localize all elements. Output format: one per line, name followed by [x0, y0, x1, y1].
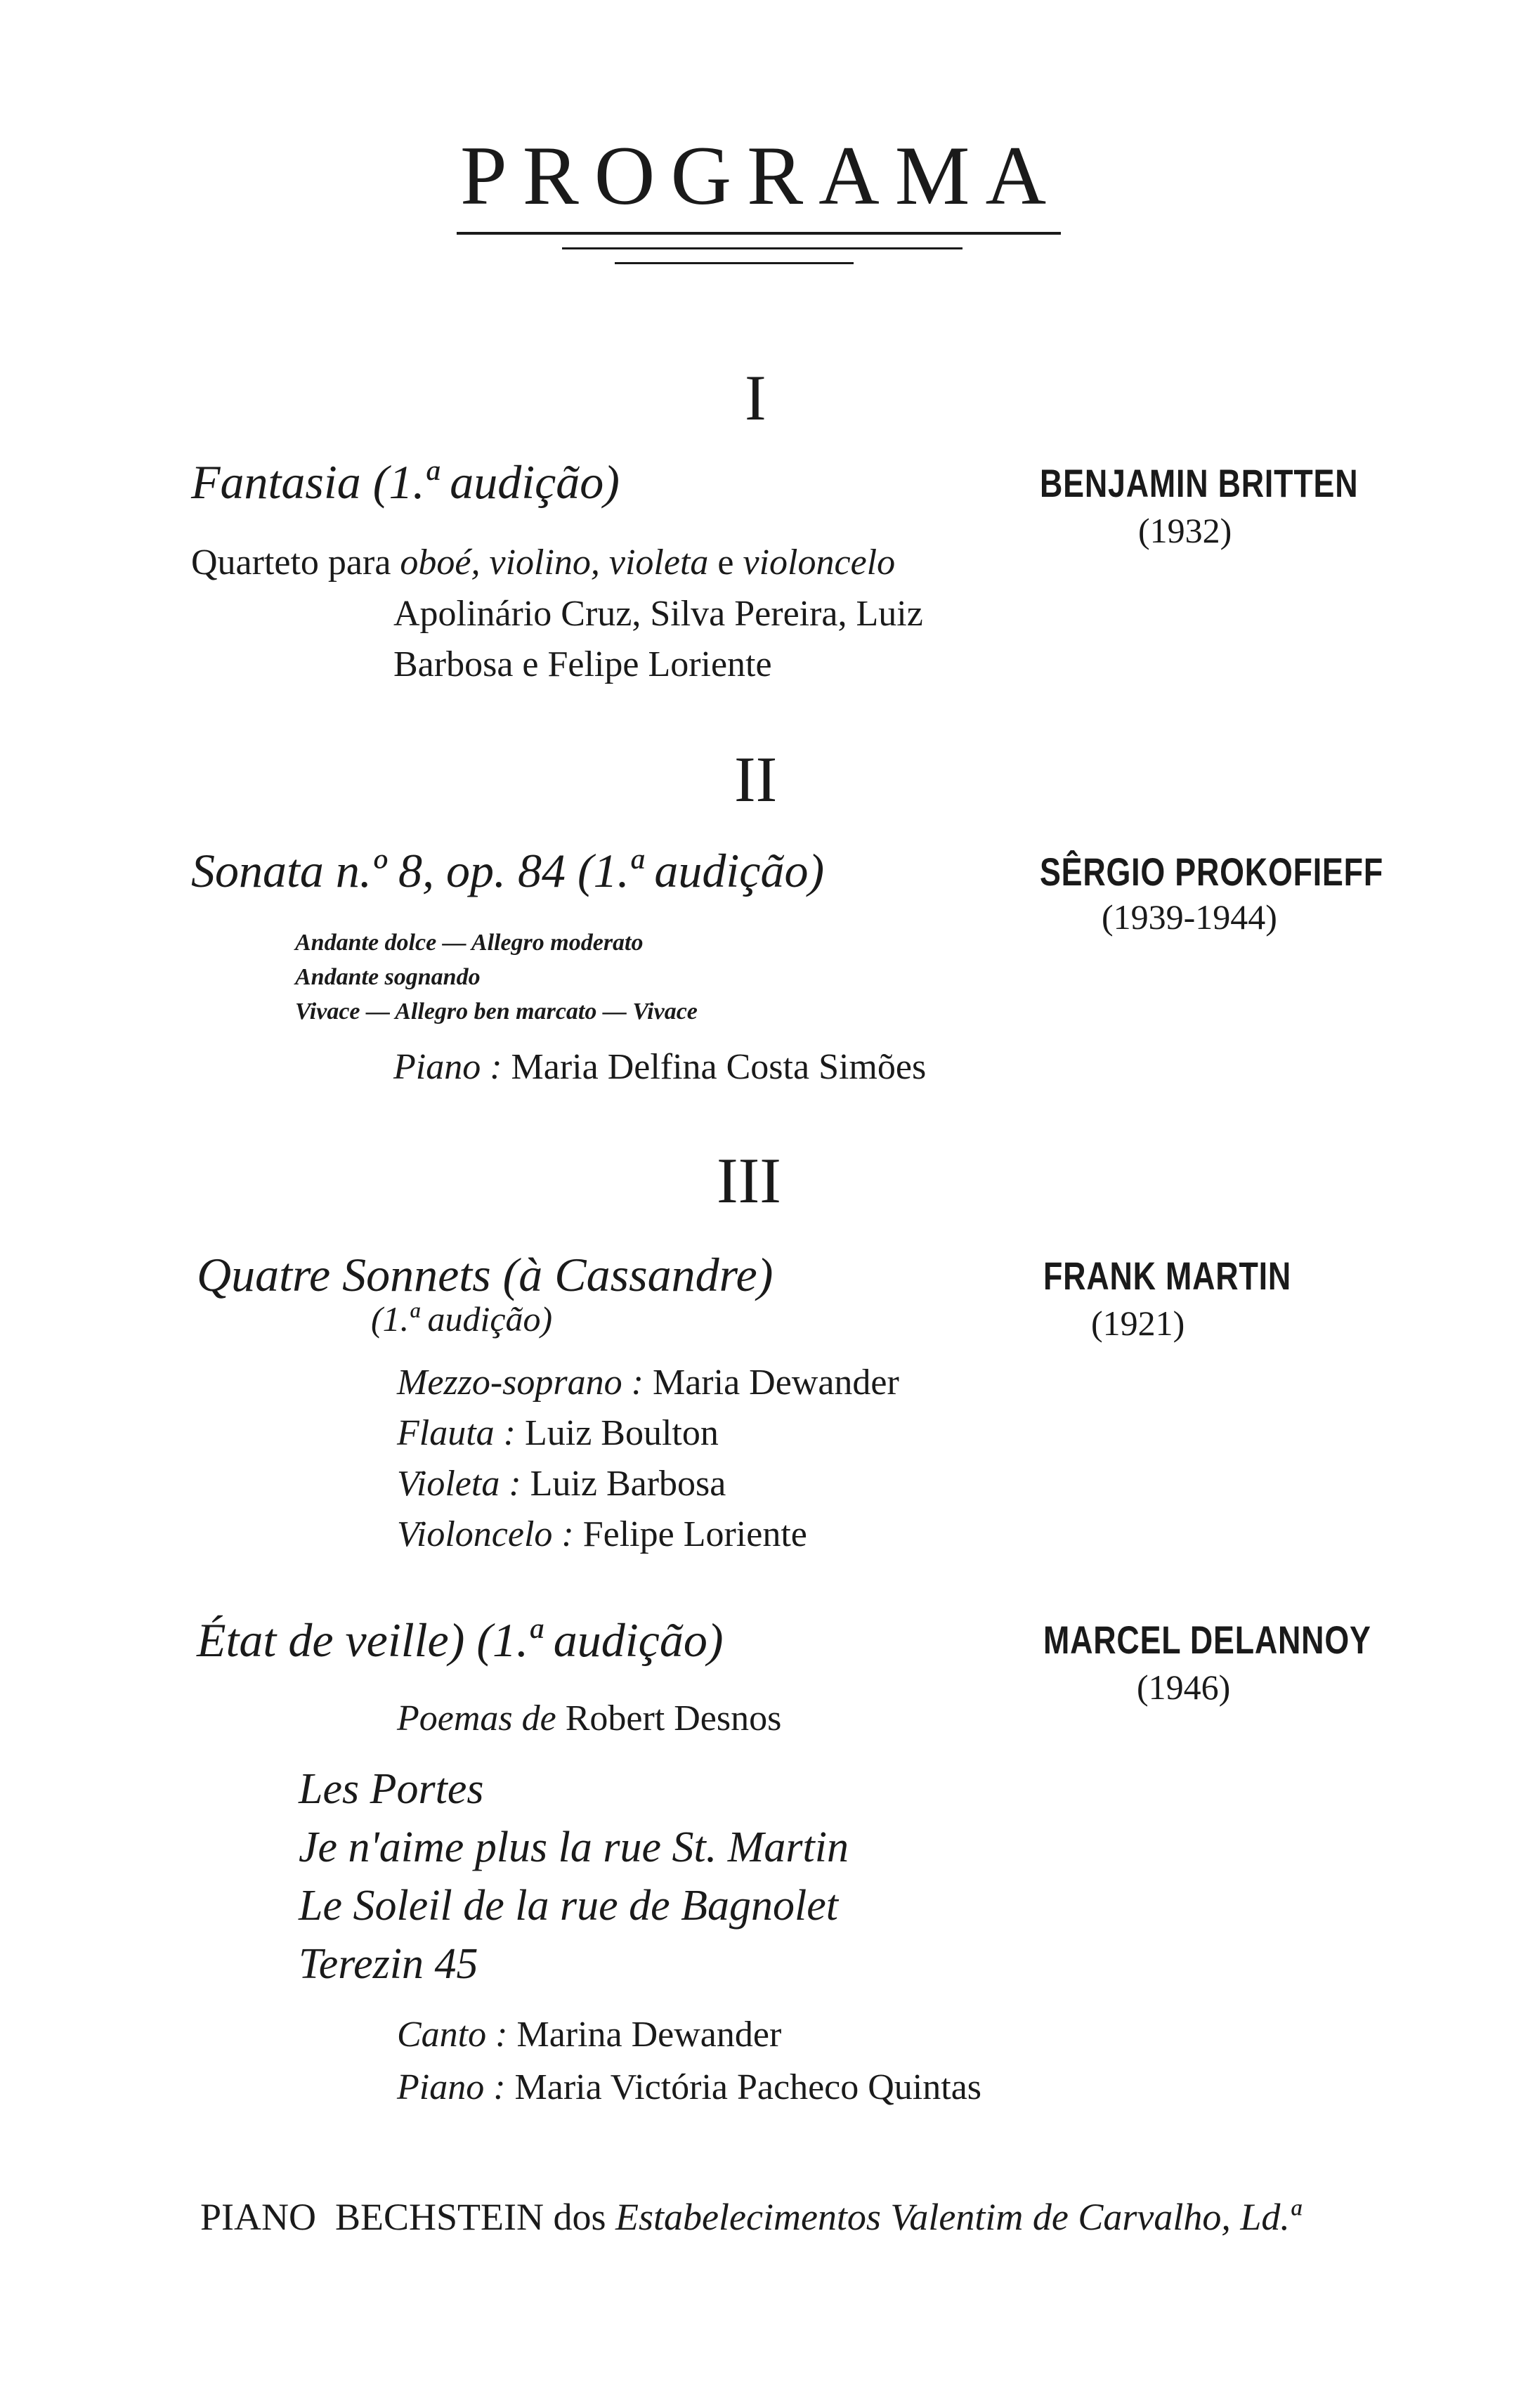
- poems-credit: [397, 1698, 782, 1738]
- performer-name: Luiz Boulton: [524, 1413, 719, 1453]
- footer-dos: dos: [553, 2196, 606, 2238]
- movement-2: Andante sognando: [295, 964, 481, 990]
- work-title-1: [191, 455, 620, 509]
- performer-3-2: [397, 1415, 719, 1452]
- performer-name: Luiz Barbosa: [530, 1464, 726, 1504]
- performer-role: Mezzo-soprano :: [397, 1363, 644, 1403]
- performer-name: Maria Delfina Costa Simões: [511, 1047, 927, 1087]
- performer-4-1: [397, 2017, 781, 2053]
- instr-prefix: Quarteto para: [191, 542, 391, 583]
- composer-year-4: (1946): [1137, 1667, 1231, 1707]
- work-title-3: Quatre Sonnets (à Cassandre): [197, 1248, 774, 1301]
- instr-and: e: [717, 542, 734, 583]
- section-numeral-3: III: [717, 1145, 781, 1216]
- premiere-note: (1.ª audição): [372, 455, 620, 509]
- instr-last: violoncelo: [743, 542, 896, 583]
- poem-4: Terezin 45: [299, 1940, 478, 1988]
- performer-3-1: [397, 1365, 899, 1401]
- work-name: Fantasia: [191, 455, 361, 509]
- performer-role: Canto :: [397, 2015, 508, 2055]
- poems-prefix: Poemas de: [397, 1698, 556, 1738]
- performer-name: Marina Dewander: [516, 2015, 782, 2055]
- instrumentation-1: [191, 542, 896, 583]
- title-rule-short: [615, 262, 854, 264]
- performer-role: Piano :: [397, 2067, 506, 2107]
- movement-3: Vivace — Allegro ben marcato — Vivace: [295, 999, 698, 1025]
- performer-4-2: [397, 2069, 981, 2106]
- premiere-note: (1.ª audição): [577, 844, 825, 897]
- premiere-note-3: (1.ª audição): [371, 1299, 553, 1339]
- composer-year-3: (1921): [1091, 1303, 1185, 1343]
- performers-1-line1: Apolinário Cruz, Silva Pereira, Luiz: [393, 594, 923, 634]
- work-title-2: [191, 844, 825, 897]
- work-name: État de veille): [197, 1613, 465, 1667]
- premiere-note: (1.ª audição): [476, 1613, 724, 1667]
- composer-2: SÊRGIO PROKOFIEFF: [1040, 850, 1384, 894]
- section-numeral-1: I: [745, 362, 766, 434]
- page-title: PROGRAMA: [460, 129, 1062, 222]
- performer-name: Maria Victória Pacheco Quintas: [514, 2067, 982, 2107]
- work-title-4: [197, 1613, 724, 1667]
- footer-brand: PIANO BECHSTEIN: [200, 2196, 544, 2238]
- poem-2: Je n'aime plus la rue St. Martin: [299, 1823, 849, 1871]
- performer-role: Piano :: [393, 1047, 502, 1087]
- composer-3: FRANK MARTIN: [1043, 1254, 1292, 1298]
- footer-credit: [200, 2198, 1300, 2236]
- composer-year-1: (1932): [1138, 511, 1232, 550]
- performer-role: Violoncelo :: [397, 1514, 574, 1554]
- performer-2: [393, 1049, 926, 1086]
- performer-3-3: [397, 1466, 726, 1502]
- movement-1: Andante dolce — Allegro moderato: [295, 930, 644, 956]
- section-numeral-2: II: [734, 743, 778, 815]
- instr-list: oboé, violino, violeta: [400, 542, 709, 583]
- poet-name: Robert Desnos: [565, 1698, 782, 1738]
- title-rule-middle: [562, 247, 962, 249]
- performer-name: Maria Dewander: [652, 1363, 899, 1403]
- composer-1: BENJAMIN BRITTEN: [1040, 461, 1359, 505]
- performer-role: Flauta :: [397, 1413, 516, 1453]
- performers-1-line2: Barbosa e Felipe Loriente: [393, 644, 772, 684]
- title-underline: [457, 232, 1061, 235]
- performer-role: Violeta :: [397, 1464, 521, 1504]
- composer-4: MARCEL DELANNOY: [1043, 1618, 1371, 1662]
- poem-1: Les Portes: [299, 1765, 484, 1813]
- composer-year-2: (1939-1944): [1102, 897, 1277, 937]
- performer-3-4: [397, 1516, 807, 1553]
- performer-name: Felipe Loriente: [582, 1514, 807, 1554]
- poem-3: Le Soleil de la rue de Bagnolet: [299, 1882, 838, 1930]
- footer-company: Estabelecimentos Valentim de Carvalho, Ld.ª: [615, 2196, 1300, 2238]
- work-name: Sonata n.º 8, op. 84: [191, 844, 566, 897]
